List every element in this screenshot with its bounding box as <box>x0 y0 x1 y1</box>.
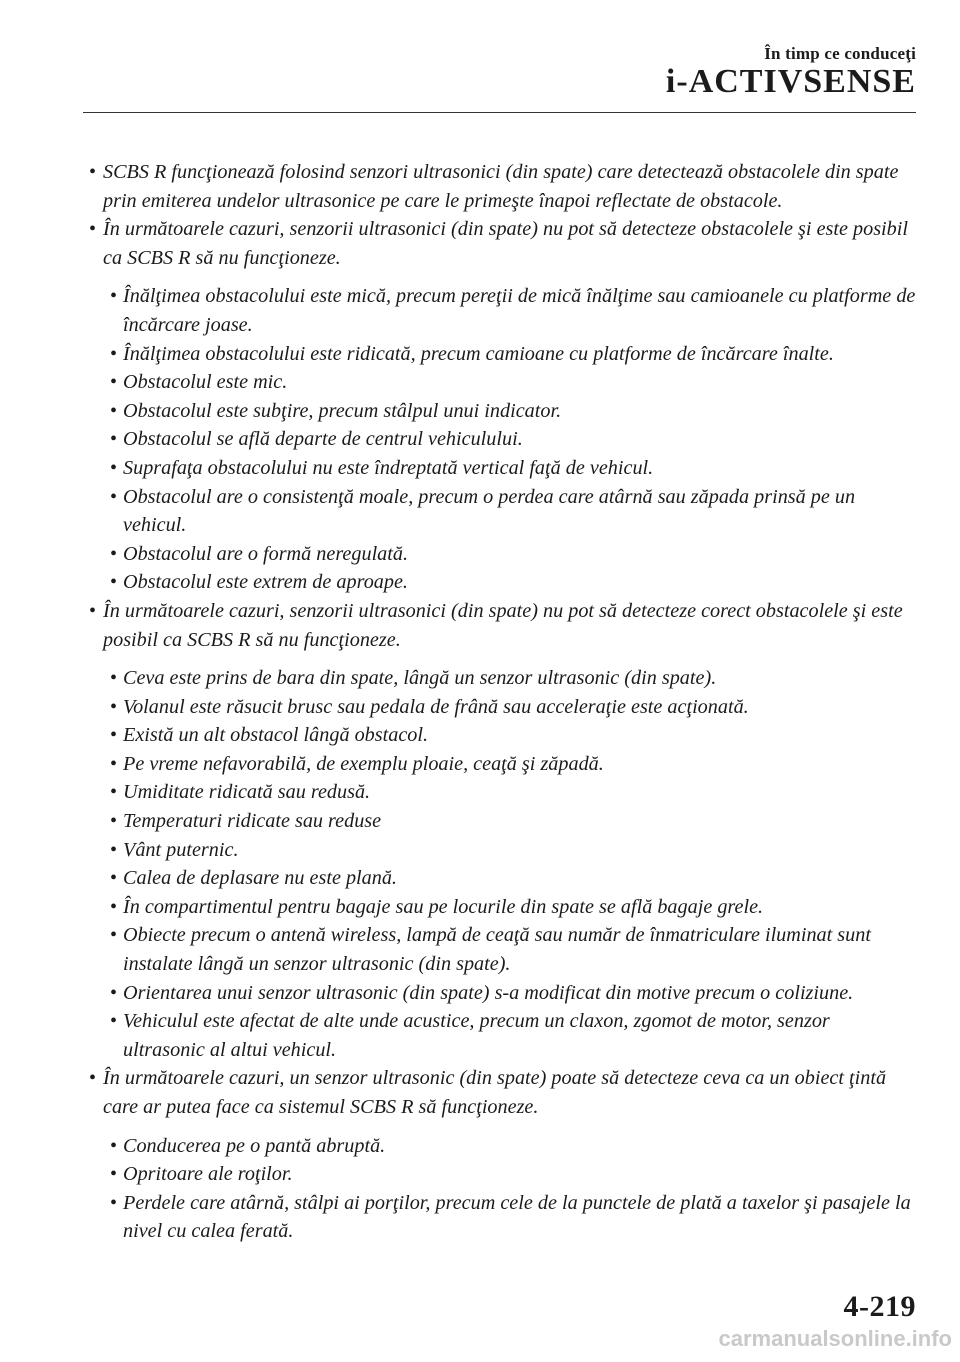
header-divider <box>83 112 916 113</box>
list-item-text: Conducerea pe o pantă abruptă. <box>123 1134 386 1157</box>
bullet-icon: • <box>110 1191 118 1214</box>
list-item <box>83 215 916 272</box>
bullet-icon: • <box>110 542 118 565</box>
list-item <box>83 158 916 215</box>
list-item-text: Opritoare ale roţilor. <box>123 1163 293 1186</box>
paragraph-text: SCBS R funcţionează folosind senzori ultrasonici (din spate) care detectează obstacolele din spate prin emiterea undelor ultrasonice pe care le primeşte înapoi reflectate de obstacole. <box>103 161 899 212</box>
bullet-icon: • <box>110 1010 118 1033</box>
bullet-icon: • <box>110 981 118 1004</box>
list-item <box>103 368 916 397</box>
list-item-text: Obstacolul are o consistenţă moale, precum o perdea care atârnă sau zăpada prinsă pe un vehicul. <box>123 485 856 537</box>
list-item-text: Pe vreme nefavorabilă, de exemplu ploaie, ceaţă şi zăpadă. <box>123 752 604 775</box>
section-subtitle: În timp ce conduceţi <box>764 44 916 63</box>
bullet-icon: • <box>110 285 118 308</box>
list-item <box>103 893 916 922</box>
sub-list <box>103 664 916 1064</box>
bullet-icon: • <box>110 456 118 479</box>
bullet-icon: • <box>110 867 118 890</box>
list-item <box>103 721 916 750</box>
list-item-text: Înălţimea obstacolului este ridicată, precum camioane cu platforme de încărcare înalte. <box>123 342 834 365</box>
bullet-icon: • <box>110 1163 118 1186</box>
list-item <box>103 340 916 369</box>
list-item-text: Obstacolul are o formă neregulată. <box>123 542 409 565</box>
list-item <box>103 1189 916 1246</box>
list-item-text: Perdele care atârnă, stâlpi ai porţilor, precum cele de la punctele de plată a taxelor şi pasajele la nivel cu calea ferată. <box>123 1191 911 1243</box>
sub-list <box>103 282 916 597</box>
list-item <box>103 425 916 454</box>
paragraph-text: În următoarele cazuri, senzorii ultrasonici (din spate) nu pot să detecteze obstacolele şi este posibil ca SCBS R să nu funcţioneze. <box>103 218 908 269</box>
list-item-text: Obstacolul este extrem de aproape. <box>123 571 408 594</box>
list-item-text: Obstacolul se află departe de centrul vehiculului. <box>123 428 523 451</box>
bullet-icon: • <box>110 428 118 451</box>
list-item-text: Există un alt obstacol lângă obstacol. <box>123 724 429 747</box>
bullet-icon: • <box>110 781 118 804</box>
list-item-text: Obstacolul este mic. <box>123 371 288 394</box>
list-item <box>103 979 916 1008</box>
list-item-text: Vânt puternic. <box>123 838 239 861</box>
list-item-text: Înălţimea obstacolului este mică, precum pereţii de mică înălţime sau camioanele cu platforme de încărcare joase. <box>123 285 916 336</box>
bullet-icon: • <box>110 667 118 690</box>
list-item-text: Calea de deplasare nu este plană. <box>123 867 397 890</box>
section-title: i-ACTIVSENSE <box>665 63 916 100</box>
bullet-icon: • <box>110 485 118 508</box>
bullet-icon: • <box>110 810 118 833</box>
list-item-text: În compartimentul pentru bagaje sau pe locurile din spate se află bagaje grele. <box>123 895 764 918</box>
list-item <box>103 778 916 807</box>
manual-content <box>83 158 916 1246</box>
list-item <box>103 921 916 978</box>
list-item <box>103 664 916 693</box>
page-number: 4-219 <box>843 1290 916 1323</box>
list-item <box>103 568 916 597</box>
list-item <box>103 540 916 569</box>
sub-list <box>103 1132 916 1246</box>
list-item <box>103 750 916 779</box>
bullet-icon: • <box>110 895 118 918</box>
list-item <box>103 836 916 865</box>
bullet-icon: • <box>89 599 97 622</box>
list-item-text: Ceva este prins de bara din spate, lângă un senzor ultrasonic (din spate). <box>123 667 717 690</box>
list-item <box>103 1132 916 1161</box>
list-item <box>103 282 916 339</box>
list-item-text: Obstacolul este subţire, precum stâlpul unui indicator. <box>123 399 562 422</box>
list-item <box>103 1007 916 1064</box>
bullet-icon: • <box>110 342 118 365</box>
list-item-text: Volanul este răsucit brusc sau pedala de frână sau acceleraţie este acţionată. <box>123 695 749 718</box>
bullet-icon: • <box>110 399 118 422</box>
list-item <box>83 1064 916 1121</box>
list-item <box>103 483 916 540</box>
bullet-icon: • <box>89 218 97 241</box>
bullet-icon: • <box>110 571 118 594</box>
list-item <box>103 1160 916 1189</box>
watermark-text: carmanualsonline.info <box>718 1326 952 1351</box>
list-item-text: Vehiculul este afectat de alte unde acustice, precum un claxon, zgomot de motor, senzor ultrasonic al altui vehicul. <box>123 1010 830 1061</box>
bullet-icon: • <box>89 1067 97 1090</box>
bullet-icon: • <box>110 752 118 775</box>
bullet-icon: • <box>110 371 118 394</box>
paragraph-text: În următoarele cazuri, un senzor ultrasonic (din spate) poate să detecteze ceva ca un obiect ţintă care ar putea face ca sistemul SCBS R să funcţioneze. <box>103 1067 887 1118</box>
list-item-text: Umiditate ridicată sau redusă. <box>123 781 371 804</box>
bullet-icon: • <box>110 1134 118 1157</box>
list-item-text: Obiecte precum o antenă wireless, lampă de ceaţă sau număr de înmatriculare iluminat sunt instalate lângă un senzor ultrasonic (din spate). <box>123 924 871 976</box>
list-item-text: Temperaturi ridicate sau reduse <box>123 810 382 833</box>
bullet-icon: • <box>110 695 118 718</box>
list-item <box>103 454 916 483</box>
list-item <box>103 693 916 722</box>
list-item-text: Suprafaţa obstacolului nu este îndreptată vertical faţă de vehicul. <box>123 456 654 479</box>
bullet-icon: • <box>110 924 118 947</box>
paragraph-text: În următoarele cazuri, senzorii ultrasonici (din spate) nu pot să detecteze corect obstacolele şi este posibil ca SCBS R să nu funcţioneze. <box>103 599 903 651</box>
bullet-icon: • <box>89 161 97 183</box>
list-item <box>103 397 916 426</box>
list-item <box>83 597 916 654</box>
list-item <box>103 864 916 893</box>
bullet-icon: • <box>110 724 118 747</box>
bullet-icon: • <box>110 838 118 861</box>
list-item <box>103 807 916 836</box>
list-item-text: Orientarea unui senzor ultrasonic (din spate) s-a modificat din motive precum o coliziune. <box>123 981 854 1004</box>
